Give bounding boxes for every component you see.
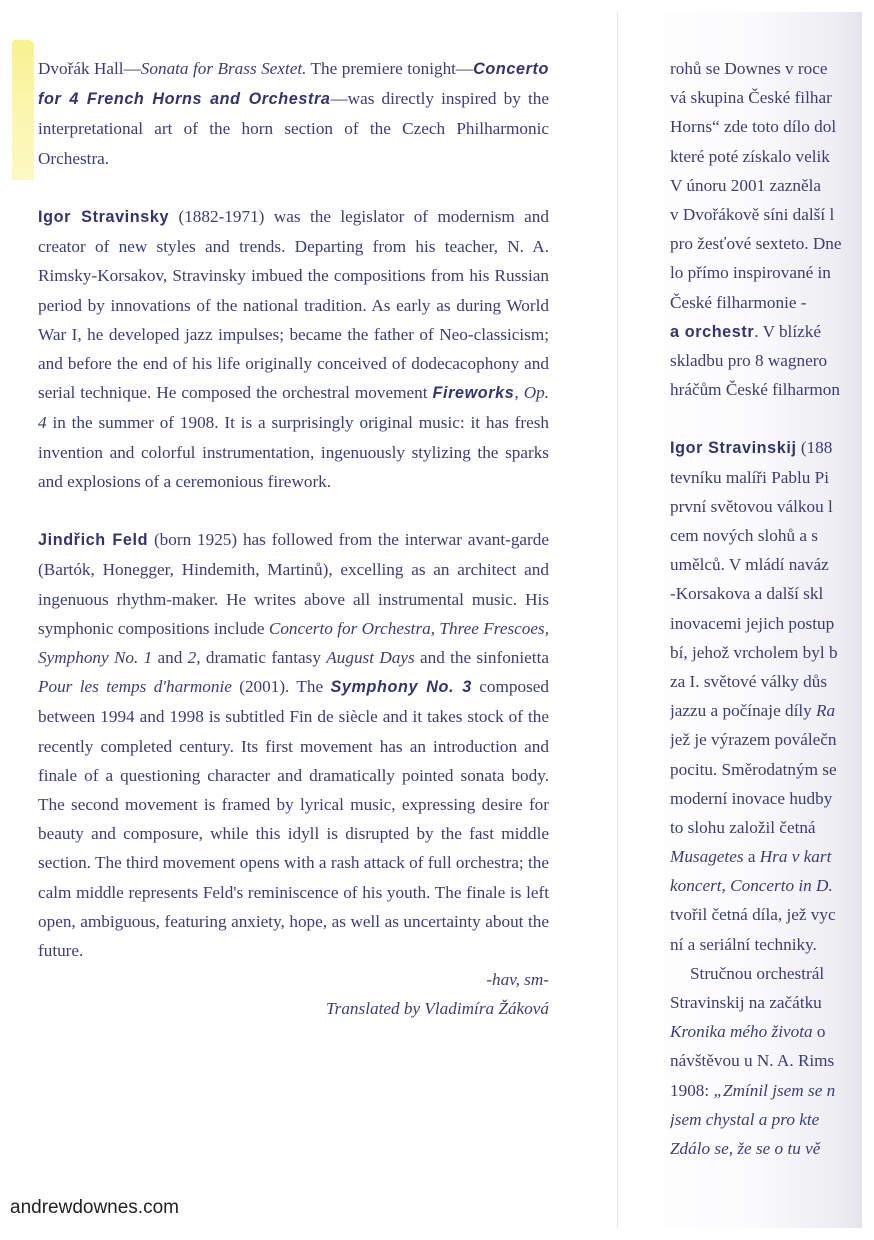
text-line: ní a seriální techniky.	[670, 934, 817, 954]
opus-number: Op. 4	[38, 383, 550, 433]
page-spine-divider	[617, 12, 618, 1228]
book-title-italic: Kronika mého života	[670, 1022, 813, 1042]
text-run: (born 1925) has followed from the interwar avant-garde (Bartók, Honegger, Hindemith, Martinů), excelling as an architect and ingenuous rhythm-maker. He writes above all instrumental music. His symphonic compositions include	[38, 530, 549, 638]
yellow-highlighter-mark	[12, 40, 34, 180]
english-text-column	[38, 54, 549, 1024]
text-line: v Dvořákově síni další l	[670, 204, 835, 224]
composer-name-stravinskij: Igor Stravinskij	[670, 439, 797, 458]
work-title-symphony-3: Symphony No. 3	[330, 678, 472, 697]
text-line	[670, 696, 862, 725]
paragraph-feld	[38, 525, 549, 965]
text-line: Stručnou orchestrál	[690, 963, 825, 983]
text-line: -Korsakova a další skl	[670, 584, 824, 604]
text-run: , dramatic fantasy	[196, 648, 327, 668]
composer-name-feld: Jindřich Feld	[38, 531, 149, 550]
work-title-italic: Musagetes	[670, 847, 744, 867]
paragraph-feld-premiere	[38, 54, 549, 173]
work-titles: Concerto for Orchestra, Three Frescoes, Symphony No. 1	[38, 618, 549, 668]
text-line: hráčům České filharmon	[670, 380, 840, 400]
work-title-concerto: Concerto for 4 French Horns and Orchestra	[38, 60, 549, 109]
text-line: skladbu pro 8 wagnero	[670, 350, 828, 370]
text-line: jež je výrazem povál​ečn	[670, 730, 837, 750]
text-line: V únoru 2001 zazněla	[670, 175, 821, 195]
work-titles: 2	[187, 648, 197, 668]
quote-italic: „Zmínil jsem se n	[713, 1080, 836, 1100]
text-line: Stravinskij na začátku	[670, 993, 822, 1012]
text-line	[670, 433, 862, 462]
text-line: pro žesťové sexteto. Dne	[670, 234, 842, 254]
text-line: tvořil četná díla, jež vyc	[670, 905, 836, 925]
work-title-pour-les-temps: Pour les temps d'harmonie	[38, 677, 232, 697]
text-line: Zdálo se, že se o tu vě	[670, 1138, 821, 1158]
text-run: composed between 1994 and 1998 is subtitled Fin de siècle and it takes stock of the recently completed century. Its first movement has an introduction and finale of a questioning character and dramatically pointed sonata body. The second movement is framed by lyrical music, expressing desire for beauty and composure, while this idyll is disrupted by the fast middle section. The third movement opens with a rash attack of full orchestra; the calm middle represents Feld's reminiscence of his youth. The finale is left open, ambiguous, featuring anxiety, hope, as well as uncertainty about the future.	[38, 677, 549, 961]
text-line: lo přímo inspirované in	[670, 263, 831, 283]
text-run: ,	[514, 383, 524, 403]
text-line: za I. světové války důs	[670, 671, 828, 691]
text-line: pocitu. Směrodatným se	[670, 759, 837, 779]
text-run: The premiere tonight—	[306, 59, 474, 78]
text-line	[670, 317, 862, 346]
text-line	[670, 842, 862, 871]
work-title-czech: a orchestr	[670, 322, 755, 341]
text-line: umělců. V mládí naváz	[670, 555, 829, 575]
text-line: jsem chystal a pro kte	[670, 1109, 820, 1129]
website-watermark: andrewdownes.com	[10, 1197, 179, 1218]
text-run: —was directly inspired by the interpretational art of the horn section of the Czech Philharmonic Orchestra.	[38, 89, 549, 168]
text-line: inovacemi jejich postup	[670, 613, 835, 633]
text-run: and	[152, 648, 188, 668]
text-run: . V blízké	[754, 321, 821, 341]
work-title-august-days: August Days	[326, 648, 415, 668]
text-run: (188	[796, 438, 833, 458]
text-run: o	[812, 1022, 826, 1042]
text-run: (2001). The	[231, 677, 331, 697]
text-line: to slohu založil četná	[670, 817, 816, 837]
work-title-sonata: Sonata for Brass Sextet.	[140, 59, 307, 78]
text-line: Horns“ zde toto dílo dol	[670, 117, 837, 137]
text-line	[670, 1076, 862, 1105]
work-title-fireworks: Fireworks	[432, 384, 515, 403]
czech-text-column	[670, 54, 862, 1163]
text-line: cem nových slohů a s	[670, 526, 818, 545]
text-line: vá skupina České filhar	[670, 88, 832, 108]
text-line: návštěvou u N. A. Rims	[670, 1051, 835, 1071]
composer-name-stravinsky: Igor Stravinsky	[38, 208, 170, 226]
text-line: bí, jehož vrcholem byl b	[670, 642, 838, 662]
text-run: Dvořák Hall—	[38, 59, 141, 78]
text-line: moderní inovace hudby	[670, 788, 833, 808]
text-line: které poté získalo velik	[670, 146, 830, 166]
text-run: (1882-1971) was the legislator of modernism and creator of new styles and trends. Departing from his teacher, N. A. Rimsky-Korsakov, Stravinsky imbued the compositions from his Russian period by innovations of the national tradition. As early as during World War I, he developed jazz impulses; became the father of Neo-classicism; and before the end of his life originally conceived of dodecacophony and serial technique. He composed the orchestral movement	[38, 207, 549, 403]
text-line: rohů se Downes v roce	[670, 59, 828, 78]
text-run: in the summer of 1908. It is a surprisingly original music: it has fresh invention and colorful instrumentation, ingenuously stylizing the sparks and explosions of a ceremonious firework.	[38, 413, 549, 491]
text-run: a	[743, 847, 760, 867]
text-line: první světovou válkou l	[670, 496, 833, 516]
work-title-italic: Hra v kart	[759, 847, 832, 867]
paragraph-gap	[670, 404, 862, 433]
translator-credit: Translated by Vladimíra Žáková	[326, 999, 549, 1019]
text-run: 1908:	[670, 1080, 714, 1100]
text-run: jazzu a počínaje díly	[670, 701, 817, 721]
page-edge-margin	[862, 12, 874, 1228]
text-line: koncert, Concerto in D.	[670, 876, 833, 896]
text-line	[670, 1017, 862, 1046]
text-run: and the sinfonietta	[414, 648, 549, 668]
text-line: tevníku malíři Pablu Pi	[670, 467, 829, 487]
author-signature: -hav, sm-	[486, 970, 549, 990]
work-title-italic: Ra	[816, 701, 836, 721]
text-line: České filharmonie -	[670, 292, 807, 312]
paragraph-stravinsky	[38, 202, 549, 496]
